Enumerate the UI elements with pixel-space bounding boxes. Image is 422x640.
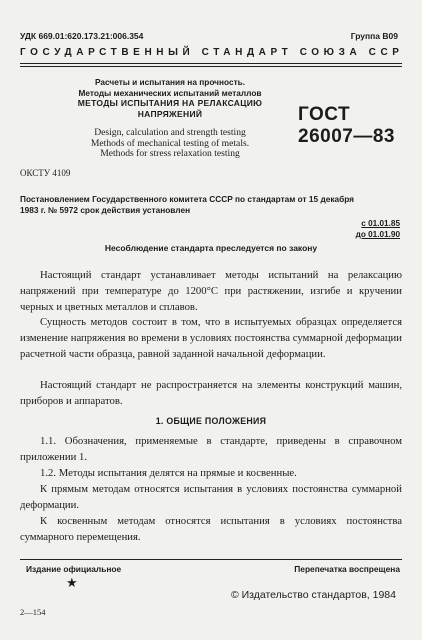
group-code: Группа В09	[350, 31, 398, 41]
english-title-line-1: Design, calculation and strength testing	[94, 127, 246, 138]
validity-dates	[300, 218, 400, 240]
category-line-1: Расчеты и испытания на прочность.	[94, 77, 246, 87]
date-from: с 01.01.85	[361, 219, 400, 228]
russian-title-line-2: НАПРЯЖЕНИЙ	[137, 109, 203, 119]
intro-paragraph-3: Настоящий стандарт не распространяется на элементы конструкций машин, приборов и аппаратов.	[20, 379, 402, 407]
gost-number: 26007—83	[298, 126, 395, 147]
okstu-code: ОКСТУ 4109	[20, 168, 71, 178]
header-rule-thick	[20, 63, 402, 64]
english-title	[50, 128, 290, 160]
state-standard-banner: ГОСУДАРСТВЕННЫЙ СТАНДАРТ СОЮЗА ССР	[20, 47, 404, 58]
clause-1-1: 1.1. Обозначения, применяемые в стандарте, приведены в справочном приложении 1.	[20, 435, 402, 463]
star-icon: ★	[66, 575, 78, 590]
intro-paragraph-2: Сущность методов состоит в том, что в испытуемых образцах определяется изменение напряжения во времени в условиях постоянства суммарной деформации расчетной части образца, равной заданной начальной деформации.	[20, 316, 402, 360]
clause-1-2: 1.2. Методы испытания делятся на прямые и косвенные.	[40, 467, 297, 479]
decree-line-1: Постановлением Государственного комитета СССР по стандартам от 15 декабря	[20, 194, 355, 204]
category-line-2: Методы механических испытаний металлов	[78, 87, 262, 98]
standard-category	[50, 77, 290, 98]
date-to: до 01.01.90	[355, 230, 400, 239]
page-code: 2—154	[20, 607, 46, 617]
law-warning: Несоблюдение стандарта преследуется по закону	[104, 243, 318, 253]
footer-rule	[20, 559, 402, 560]
gost-label: ГОСТ	[298, 104, 351, 125]
udk-code: УДК 669.01:620.173.21:006.354	[20, 31, 144, 41]
section-heading: 1. ОБЩИЕ ПОЛОЖЕНИЯ	[155, 416, 267, 426]
decree-line-2: 1983 г. № 5972 срок действия установлен	[20, 205, 191, 216]
english-title-line-3: Methods for stress relaxation testing	[100, 148, 240, 160]
reprint-prohibited: Перепечатка воспрещена	[294, 564, 400, 574]
russian-title-line-1: МЕТОДЫ ИСПЫТАНИЯ НА РЕЛАКСАЦИЮ	[77, 98, 263, 108]
clause-1-2-direct: К прямым методам относятся испытания в условиях постоянства суммарной деформации.	[20, 483, 402, 511]
intro-paragraph-1: Настоящий стандарт устанавливает методы испытаний на релаксацию напряжений при температуре до 1200°С при растяжении, изгибе и кручении черных и цветных металлов и сплавов.	[20, 269, 402, 313]
publisher-copyright: © Издательство стандартов, 1984	[230, 589, 396, 601]
clause-1-2-indirect: К косвенным методам относятся испытания в условиях постоянства суммарного перемещения.	[20, 515, 402, 543]
russian-title	[50, 98, 290, 120]
decree-text	[20, 194, 402, 216]
gost-designation	[298, 104, 402, 148]
official-edition: Издание официальное	[26, 564, 122, 574]
english-title-line-2: Methods of mechanical testing of metals.	[90, 137, 250, 149]
header-rule-thin	[20, 66, 402, 67]
